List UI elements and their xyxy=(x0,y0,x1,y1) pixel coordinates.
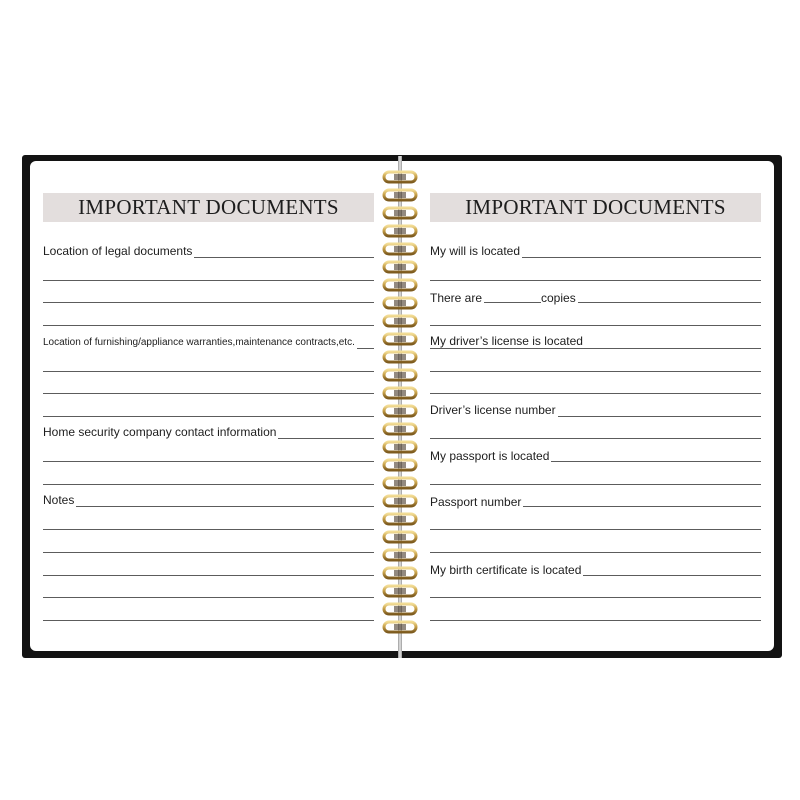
line[interactable] xyxy=(430,438,761,439)
line[interactable] xyxy=(430,280,761,281)
line[interactable] xyxy=(430,325,761,326)
line[interactable] xyxy=(430,371,761,372)
passport-number-label: Passport number xyxy=(430,495,522,509)
line[interactable] xyxy=(430,552,761,553)
line[interactable] xyxy=(43,575,374,576)
line[interactable] xyxy=(43,325,374,326)
line[interactable] xyxy=(43,529,374,530)
line[interactable] xyxy=(43,506,374,507)
line[interactable] xyxy=(430,393,761,394)
line[interactable] xyxy=(43,371,374,372)
birth-certificate-location-label: My birth certificate is located xyxy=(430,563,582,577)
line[interactable] xyxy=(43,280,374,281)
line[interactable] xyxy=(43,393,374,394)
drivers-license-location-label: My driver’s license is located xyxy=(430,334,583,348)
notes-label: Notes xyxy=(43,493,75,507)
line[interactable] xyxy=(43,461,374,462)
security-company-label: Home security company contact information xyxy=(43,425,277,439)
line[interactable] xyxy=(43,552,374,553)
legal-documents-label: Location of legal documents xyxy=(43,244,193,258)
line[interactable] xyxy=(430,529,761,530)
right-page-title: IMPORTANT DOCUMENTS xyxy=(430,193,761,222)
copies-label: copies xyxy=(541,291,576,305)
spiral-binding-icon xyxy=(380,168,420,646)
line[interactable] xyxy=(430,484,761,485)
will-location-label: My will is located xyxy=(430,244,521,258)
drivers-license-number-label: Driver’s license number xyxy=(430,403,556,417)
there-are-label: There are xyxy=(430,291,483,305)
warranties-label: Location of furnishing/appliance warranties,maintenance contracts,etc. xyxy=(43,337,355,348)
line[interactable] xyxy=(430,620,761,621)
line[interactable] xyxy=(43,597,374,598)
line[interactable] xyxy=(430,348,761,349)
line[interactable] xyxy=(43,302,374,303)
line[interactable] xyxy=(43,620,374,621)
passport-location-label: My passport is located xyxy=(430,449,550,463)
left-page xyxy=(30,161,400,651)
left-page-title: IMPORTANT DOCUMENTS xyxy=(43,193,374,222)
line[interactable] xyxy=(43,416,374,417)
line[interactable] xyxy=(43,484,374,485)
line[interactable] xyxy=(430,597,761,598)
